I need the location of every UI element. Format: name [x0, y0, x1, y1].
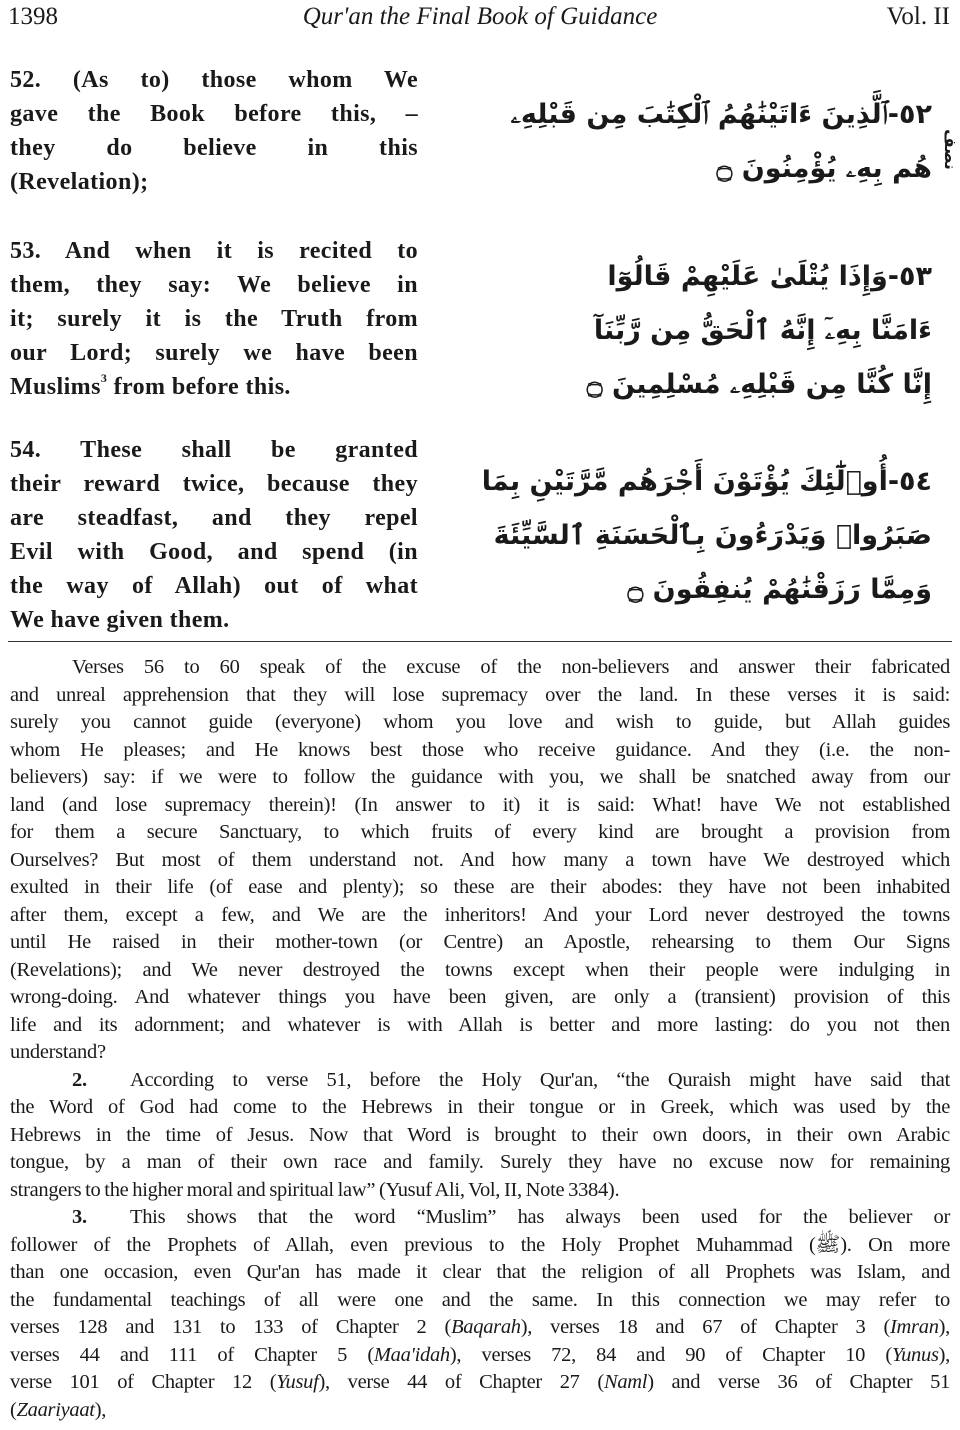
text-line: surely you cannot guide (everyone) whom you love and wish to guide, but Allah guides	[10, 711, 950, 733]
italic-term: Yunus	[891, 1343, 939, 1366]
text-line: our Lord; surely we have been	[10, 340, 418, 366]
text-line: Ourselves? But most of them understand not. And how many a town have We destroyed which	[10, 848, 950, 871]
verse-54-translation	[10, 433, 418, 637]
text-line: (Revelations); and We never destroyed the towns except when their people were indulging in	[10, 958, 950, 981]
arabic-line: وَمِمَّا رَزَقْنَٰهُمْ يُنفِقُونَ ۝	[627, 574, 932, 605]
text-line: whom He pleases; and He knows best those who receive guidance. And they (i.e. the non-	[10, 738, 950, 761]
arabic-line: ءَامَنَّا بِهِۦٓ إِنَّهُ ٱلْحَقُّ مِن رَّبِّنَآ	[593, 315, 932, 346]
text-line: them, they say: We believe in	[10, 272, 418, 298]
text-line: land (and lose supremacy therein)! (In answer to it) it is said: What! have We not established	[10, 793, 950, 816]
text-line: verses 128 and 131 to 133 of Chapter 2 (Baqarah), verses 18 and 67 of Chapter 3 (Imran),	[10, 1316, 950, 1338]
italic-term: Imran	[890, 1316, 939, 1338]
italic-term: Yusuf	[276, 1371, 319, 1393]
commentary-paragraph	[10, 1067, 950, 1205]
arabic-line: إِنَّا كُنَّا مِن قَبْلِهِۦ مُسْلِمِينَ ۝	[586, 369, 932, 400]
text-line: are steadfast, and they repel	[10, 505, 418, 531]
text-line: 2. According to verse 51, before the Holy Qur'an, “the Quraish might have said that	[10, 1067, 950, 1095]
italic-term: Zaariyaat	[16, 1398, 95, 1421]
verse-52-arabic	[512, 88, 932, 196]
page-header	[0, 0, 960, 40]
text-line: their reward twice, because they	[10, 471, 418, 497]
verse-53-translation	[10, 234, 418, 404]
footnote-marker: 3	[100, 371, 108, 385]
page-number: 1398	[8, 3, 58, 30]
italic-term: Naml	[603, 1371, 648, 1393]
running-title: Qur'an the Final Book of Guidance	[302, 3, 658, 30]
volume-label: Vol. II	[886, 3, 950, 30]
text-line: than one occasion, even Qur'an has made it clear that the religion of all Prophets was Islam, and	[10, 1261, 950, 1283]
text-line: 54. These shall be granted	[10, 437, 418, 463]
text-line: verses 44 and 111 of Chapter 5 (Maa'idah), verses 72, 84 and 90 of Chapter 10 (Yunus),	[10, 1343, 950, 1366]
text-line: life and its adornment; and whatever is with Allah is better and more lasting: do you not then	[10, 1013, 950, 1036]
text-line: the way of Allah) out of what	[10, 573, 418, 599]
text-line: 52. (As to) those whom We	[10, 67, 418, 93]
text-line: Evil with Good, and spend (in	[10, 539, 418, 565]
text-line: strangers to the higher moral and spiritual law” (Yusuf Ali, Vol, II, Note 3384).	[10, 1178, 620, 1201]
arabic-line: هُم بِهِۦ يُؤْمِنُونَ ۝	[716, 153, 932, 184]
text-line: believers) say: if we were to follow the guidance with you, we shall be snatched away from our	[10, 766, 950, 788]
text-line: wrong-doing. And whatever things you have been given, are only a (transient) provision of this	[10, 986, 950, 1008]
text-line: (Zaariyaat),	[10, 1398, 107, 1421]
text-line: 3. This shows that the word “Muslim” has always been used for the believer or	[10, 1204, 950, 1232]
commentary-paragraph	[10, 654, 950, 1067]
text-line: verse 101 of Chapter 12 (Yusuf), verse 44 of Chapter 27 (Naml) and verse 36 of Chapter 51	[10, 1371, 950, 1393]
verse-53-arabic	[512, 250, 932, 412]
text-line: (Revelation);	[10, 169, 149, 195]
arabic-line: ٥٣-وَإِذَا يُتْلَىٰ عَلَيْهِمْ قَالُوٓا	[607, 261, 932, 292]
note-number: 3.	[72, 1206, 87, 1228]
commentary	[10, 654, 950, 1424]
italic-term: Baqarah	[451, 1316, 521, 1338]
text-line: understand?	[10, 1041, 106, 1063]
margin-mark: نصف	[940, 129, 960, 170]
text-line: 53. And when it is recited to	[10, 238, 418, 264]
note-number: 2.	[72, 1068, 87, 1091]
text-line: tongue, by a man of their own race and family. Surely they have no excuse now for remaining	[10, 1151, 950, 1173]
text-line: Verses 56 to 60 speak of the excuse of the non-believers and answer their fabricated	[72, 656, 950, 678]
text-line: they do believe in this	[10, 135, 418, 161]
text-line: We have given them.	[10, 607, 230, 633]
text-line: Hebrews in the time of Jesus. Now that Word is brought to their own doors, in their own Arabic	[10, 1123, 950, 1146]
text-line: Muslims$^3$ from before this.	[10, 371, 291, 400]
divider-rule	[8, 641, 952, 642]
verse-54-arabic	[481, 455, 932, 617]
text-line: follower of the Prophets of Allah, even previous to the Holy Prophet Muhammad (ﷺ). On more	[10, 1233, 950, 1256]
text-line: until He raised in their mother-town (or Centre) an Apostle, rehearsing to them Our Signs	[10, 931, 950, 953]
text-line: after them, except a few, and We are the inheritors! And your Lord never destroyed the towns	[10, 903, 950, 926]
text-line: exulted in their life (of ease and plenty); so these are their abodes: they have not been inhabited	[10, 876, 950, 898]
text-line: gave the Book before this, –	[10, 101, 418, 127]
text-line: for them a secure Sanctuary, to which fruits of every kind are brought a provision from	[10, 821, 950, 843]
italic-term: Maa'idah	[373, 1343, 450, 1366]
arabic-line: صَبَرُوا۟ وَيَدْرَءُونَ بِٱلْحَسَنَةِ ٱلسَّيِّئَةَ	[493, 520, 932, 551]
verse-52-translation	[10, 63, 418, 199]
text-line: the fundamental teachings of all were one and the same. In this connection we may refer to	[10, 1288, 950, 1311]
arabic-line: ٥٢-ٱلَّذِينَ ءَاتَيْنَٰهُمُ ٱلْكِتَٰبَ مِن قَبْلِهِۦ	[510, 99, 932, 130]
text-line: the Word of God had come to the Hebrews in their tongue or in Greek, which was used by the	[10, 1096, 950, 1118]
text-line: it; surely it is the Truth from	[10, 306, 418, 332]
arabic-line: ٥٤-أُو۟لَٰٓئِكَ يُؤْتَوْنَ أَجْرَهُم مَّرَّتَيْنِ بِمَا	[481, 466, 932, 497]
text-line: and unreal apprehension that they will lose supremacy over the land. In these verses it is said:	[10, 683, 950, 706]
commentary-paragraph	[10, 1204, 950, 1424]
